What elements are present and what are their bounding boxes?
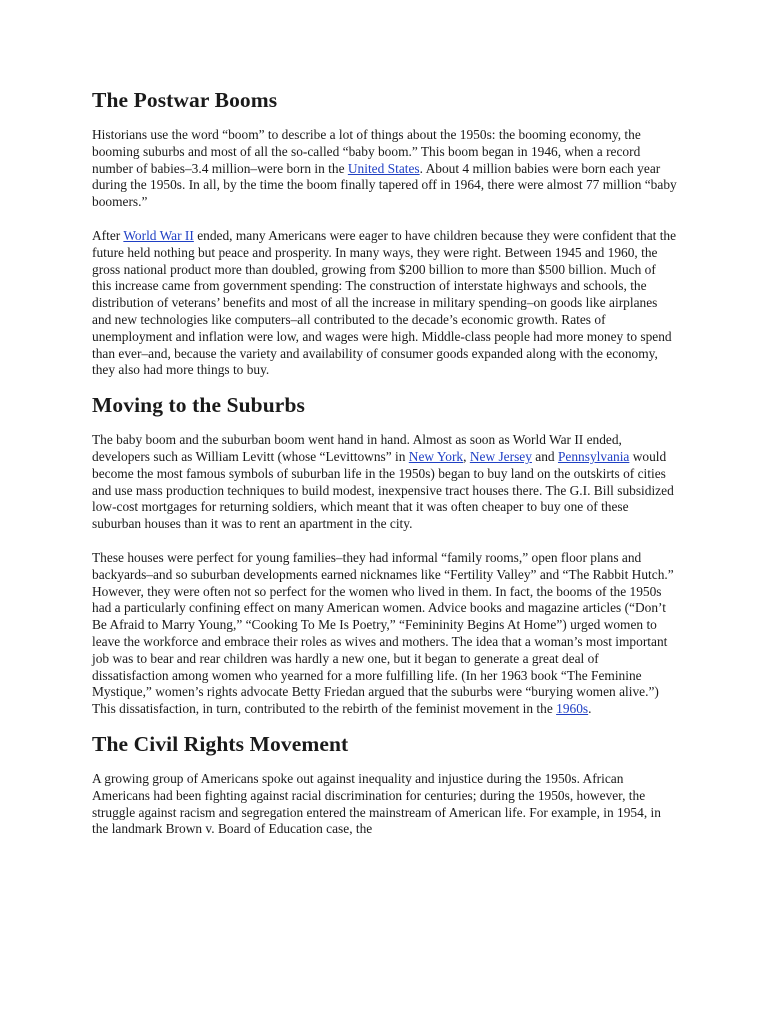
- paragraph-text: ,: [463, 448, 470, 464]
- paragraph-text: Historians use the word “boom” to describe a lot of things about the 1950s: the booming economy, the booming suburbs and most of all the so-called “baby boom.” This boom began in 1946, when a record number of babies–3.4 million–were born in the: [92, 127, 641, 176]
- paragraph-text: and: [531, 448, 558, 464]
- document-page: [92, 84, 678, 838]
- paragraph: [92, 127, 678, 211]
- inline-link[interactable]: Pennsylvania: [557, 448, 630, 464]
- paragraph-text: would become the most famous symbols of suburban life in the 1950s) began to buy land on the outskirts of cities and use mass production techniques to build modest, inexpensive tract houses there. The G.I. Bill subsidized low-cost mortgages for returning soldiers, which meant that it was often cheaper to buy one of these suburban houses than it was to rent an apartment in the city.: [92, 448, 674, 532]
- paragraph-text: A growing group of Americans spoke out against inequality and injustice during the 1950s. African Americans had been fighting against racial discrimination for centuries; during the 1950s, however, the struggle against racism and segregation entered the mainstream of American life. For example, in 1954, in the landmark Brown v. Board of Education case, the: [92, 770, 661, 837]
- paragraph-text: . About 4 million babies were born each year during the 1950s. In all, by the time the boom finally tapered off in 1964, there were almost 77 million “baby boomers.”: [92, 160, 677, 210]
- section-heading-moving-to-suburbs: Moving to the Suburbs: [92, 393, 305, 418]
- paragraph: [92, 432, 678, 533]
- inline-link[interactable]: New York: [408, 448, 464, 464]
- section-heading-civil-rights: The Civil Rights Movement: [92, 731, 349, 756]
- paragraph-text: .: [588, 701, 592, 717]
- inline-link[interactable]: New Jersey: [469, 448, 532, 464]
- paragraph: [92, 228, 678, 379]
- paragraph-text: The baby boom and the suburban boom went hand in hand. Almost as soon as World War II ended, developers such as William Levitt (whose “Levittowns” in: [92, 432, 622, 464]
- inline-link[interactable]: United States: [347, 160, 420, 176]
- section-heading-postwar-booms: The Postwar Booms: [92, 88, 278, 112]
- paragraph: [92, 771, 678, 838]
- paragraph-text: ended, many Americans were eager to have children because they were confident that the future held nothing but peace and prosperity. In many ways, they were right. Between 1945 and 1960, the gross national product more than doubled, growing from $200 billion to more than $500 billion. Much of this increase came from government spending: The construction of interstate highways and schools, the distribution of veterans’ benefits and most of all the increase in military spending–on goods like airplanes and new technologies like computers–all contributed to the decade’s economic growth. Rates of unemployment and inflation were low, and wages were high. Middle-class people had more money to spend than ever–and, because the variety and availability of consumer goods expanded along with the economy, they also had more things to buy.: [92, 227, 677, 378]
- paragraph-text: After: [92, 227, 124, 243]
- paragraph-text: These houses were perfect for young families–they had informal “family rooms,” open floor plans and backyards–and so suburban developments earned nicknames like “Fertility Valley” and “The Rabbit Hutch.” However, they were often not so perfect for the women who lived in them. In fact, the booms of the 1950s had a particularly confining effect on many American women. Advice books and magazine articles (“Don’t Be Afraid to Marry Young,” “Cooking To Me Is Poetry,” “Femininity Begins At Home”) urged women to leave the workforce and embrace their roles as wives and mothers. The idea that a woman’s most important job was to bear and rear children was hardly a new one, but it began to generate a great deal of dissatisfaction among women who yearned for a more fulfilling life. (In her 1963 book “The Feminine Mystique,” women’s rights advocate Betty Friedan argued that the suburbs were “burying women alive.”) This dissatisfaction, in turn, contributed to the rebirth of the feminist movement in the: [92, 549, 674, 717]
- paragraph: [92, 550, 678, 718]
- inline-link[interactable]: World War II: [123, 227, 194, 243]
- inline-link[interactable]: 1960s: [556, 701, 589, 717]
